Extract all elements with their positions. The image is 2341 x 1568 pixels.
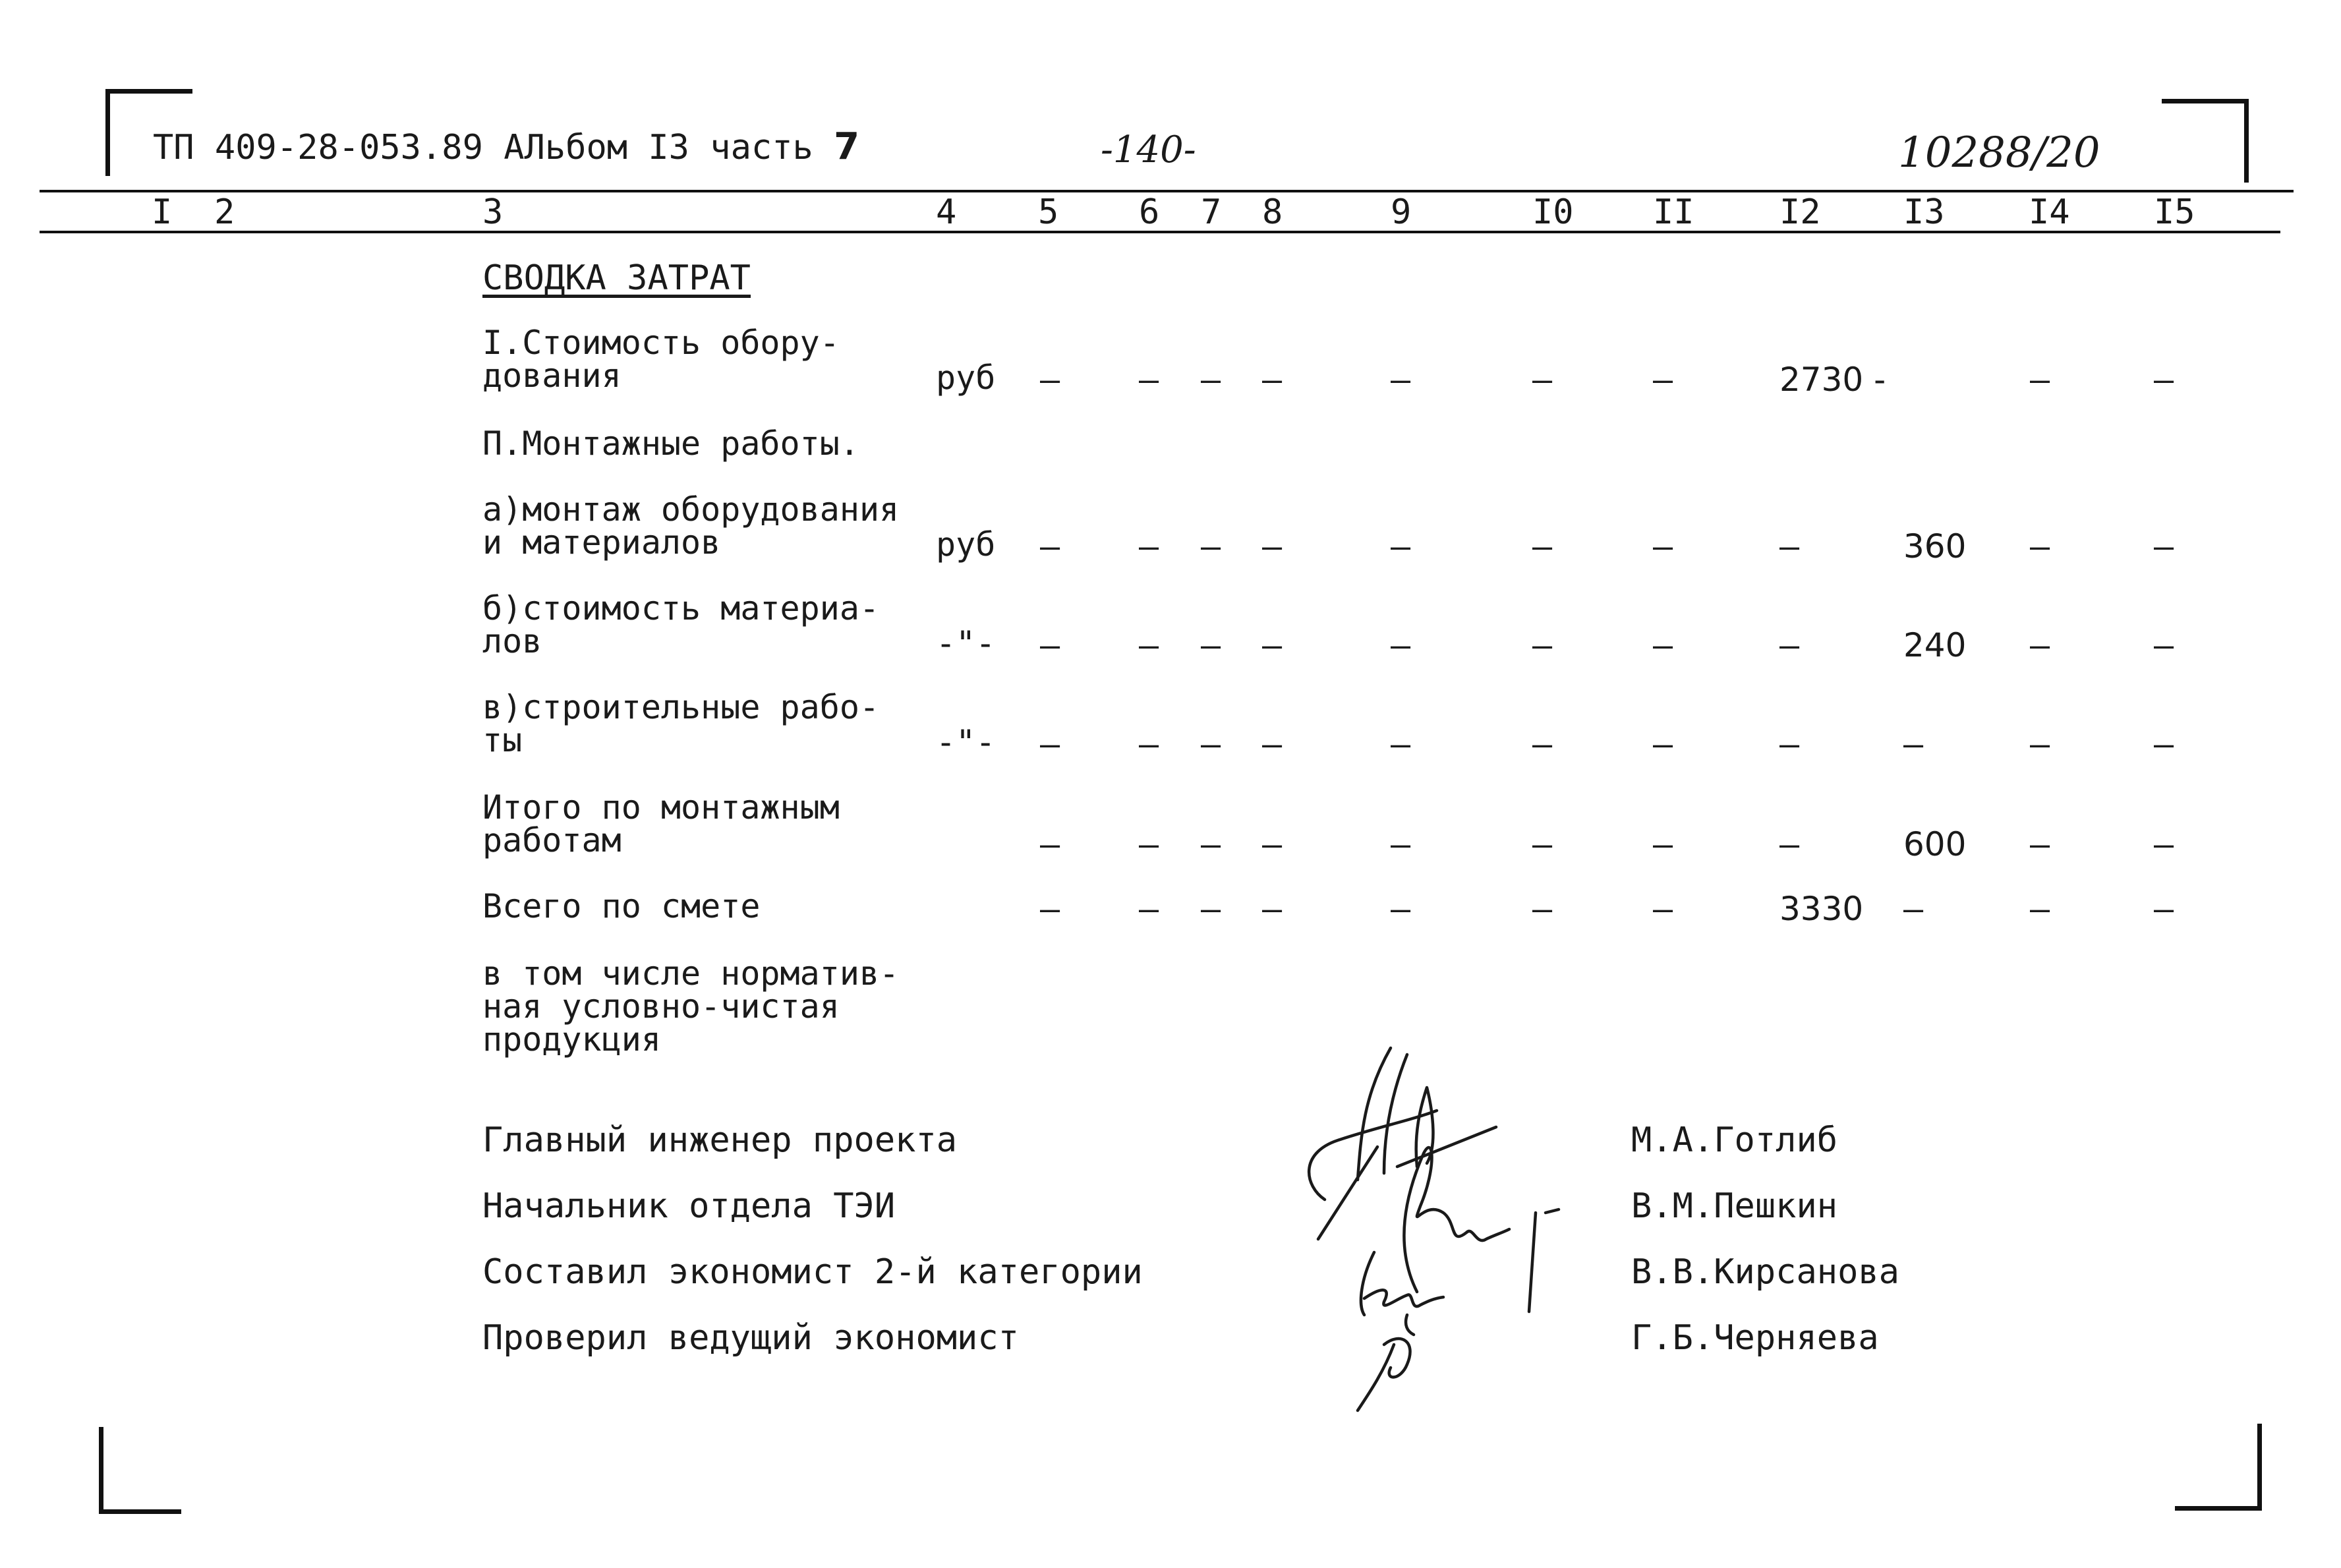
- column-number-10: I0: [1532, 192, 1574, 232]
- cell-c13: 600: [1903, 825, 1967, 863]
- part-number: 7: [834, 125, 860, 168]
- cell-c7: –: [1201, 361, 1221, 399]
- cell-c12: 3330: [1779, 890, 1864, 928]
- cell-c14: –: [2030, 626, 2050, 664]
- section-title: СВОДКА ЗАТРАТ: [482, 258, 751, 298]
- row-description: б)стоимость материа- лов: [482, 589, 880, 660]
- cell-c9: –: [1391, 626, 1411, 664]
- cell-c8: –: [1262, 890, 1283, 928]
- column-number-7: 7: [1201, 192, 1222, 232]
- column-number-11: II: [1653, 192, 1694, 232]
- column-number-15: I5: [2154, 192, 2195, 232]
- row-unit: -"-: [936, 723, 996, 761]
- cell-c15: –: [2154, 890, 2174, 928]
- cell-c7: –: [1201, 825, 1221, 863]
- cell-c10: –: [1532, 626, 1553, 664]
- column-number-2: 2: [214, 192, 235, 232]
- cell-c12: –: [1779, 825, 1800, 863]
- cell-c15: –: [2154, 527, 2174, 566]
- row-description: I.Стоимость обору- дования: [482, 324, 840, 395]
- signatory-name: В.М.Пешкин: [1631, 1186, 1838, 1226]
- signature-1: [1309, 1048, 1496, 1239]
- signature-4: [1358, 1339, 1410, 1410]
- cell-c14: –: [2030, 361, 2050, 399]
- cell-c10: –: [1532, 825, 1553, 863]
- cell-c6: –: [1139, 527, 1159, 566]
- cell-c11: –: [1653, 361, 1673, 399]
- cell-c15: –: [2154, 825, 2174, 863]
- cell-c14: –: [2030, 527, 2050, 566]
- cell-c7: –: [1201, 725, 1221, 763]
- cell-c15: –: [2154, 626, 2174, 664]
- signatory-name: Г.Б.Черняева: [1631, 1318, 1879, 1358]
- column-number-9: 9: [1391, 192, 1412, 232]
- cell-c8: –: [1262, 361, 1283, 399]
- column-number-5: 5: [1038, 192, 1059, 232]
- column-number-1: I: [152, 192, 173, 232]
- cell-c5: –: [1040, 890, 1060, 928]
- signatory-name: В.В.Кирсанова: [1631, 1252, 1899, 1292]
- cell-c10: –: [1532, 725, 1553, 763]
- column-header-top-rule: [40, 190, 2294, 192]
- row-description: а)монтаж оборудования и материалов: [482, 490, 900, 562]
- cell-c5: –: [1040, 626, 1060, 664]
- cell-c9: –: [1391, 725, 1411, 763]
- cell-c14: –: [2030, 725, 2050, 763]
- row-description: в)строительные рабо- ты: [482, 688, 880, 759]
- row-description: Итого по монтажным работам: [482, 788, 840, 859]
- page-number: -140-: [1101, 129, 1196, 171]
- corner-top-right: [2162, 99, 2249, 183]
- cell-c5: –: [1040, 725, 1060, 763]
- cell-c12: –: [1779, 626, 1800, 664]
- cell-c6: –: [1139, 825, 1159, 863]
- cell-c15: –: [2154, 725, 2174, 763]
- cell-c13: –: [1903, 725, 1924, 763]
- corner-bottom-left: [99, 1427, 181, 1514]
- corner-bottom-right: [2175, 1424, 2262, 1511]
- cell-c12: –: [1779, 527, 1800, 566]
- cell-c11: –: [1653, 626, 1673, 664]
- row-description: Всего по смете: [482, 887, 761, 925]
- handwritten-signatures: [1285, 1035, 1582, 1424]
- signature-3: [1361, 1252, 1443, 1335]
- cell-c8: –: [1262, 626, 1283, 664]
- cell-c9: –: [1391, 361, 1411, 399]
- column-number-4: 4: [936, 192, 957, 232]
- cell-c10: –: [1532, 361, 1553, 399]
- signatory-role: Начальник отдела ТЭИ: [482, 1186, 896, 1226]
- column-number-3: 3: [482, 192, 504, 232]
- cell-c11: –: [1653, 890, 1673, 928]
- signature-2: [1404, 1147, 1559, 1312]
- cell-c15: –: [2154, 361, 2174, 399]
- cell-c14: –: [2030, 825, 2050, 863]
- handwritten-reference: 10288/20: [1898, 129, 2100, 177]
- cell-c6: –: [1139, 626, 1159, 664]
- cell-c7: –: [1201, 890, 1221, 928]
- cell-c11: –: [1653, 825, 1673, 863]
- cell-c6: –: [1139, 725, 1159, 763]
- row-unit: руб: [936, 525, 996, 564]
- cell-c14: –: [2030, 890, 2050, 928]
- cell-c9: –: [1391, 890, 1411, 928]
- signatory-role: Проверил ведущий экономист: [482, 1318, 1019, 1358]
- cell-c5: –: [1040, 361, 1060, 399]
- cell-c13: –: [1903, 890, 1924, 928]
- cell-c10: –: [1532, 890, 1553, 928]
- column-number-13: I3: [1903, 192, 1945, 232]
- column-number-12: I2: [1779, 192, 1821, 232]
- column-number-14: I4: [2029, 192, 2070, 232]
- cell-c10: –: [1532, 527, 1553, 566]
- signatory-role: Главный инженер проекта: [482, 1120, 958, 1160]
- cell-c11: –: [1653, 527, 1673, 566]
- doc-code: [153, 125, 859, 168]
- cell-c12: 2730 -: [1779, 361, 1886, 399]
- cell-c9: –: [1391, 825, 1411, 863]
- doc-code-text: ТП 409-28-053.89 АЛьбом I3 часть: [153, 128, 813, 167]
- cell-c8: –: [1262, 825, 1283, 863]
- cell-c5: –: [1040, 825, 1060, 863]
- cell-c11: –: [1653, 725, 1673, 763]
- row-unit: -"-: [936, 624, 996, 662]
- cell-c13: 360: [1903, 527, 1967, 566]
- column-number-6: 6: [1139, 192, 1160, 232]
- cell-c8: –: [1262, 527, 1283, 566]
- row-description: П.Монтажные работы.: [482, 424, 859, 463]
- cell-c7: –: [1201, 626, 1221, 664]
- column-number-8: 8: [1262, 192, 1283, 232]
- cell-c9: –: [1391, 527, 1411, 566]
- row-unit: руб: [936, 359, 996, 397]
- row-description: в том числе норматив- ная условно-чистая продукция: [482, 954, 900, 1059]
- cell-c13: 240: [1903, 626, 1967, 664]
- signatory-role: Составил экономист 2-й категории: [482, 1252, 1143, 1292]
- cell-c6: –: [1139, 361, 1159, 399]
- cell-c6: –: [1139, 890, 1159, 928]
- cell-c5: –: [1040, 527, 1060, 566]
- cell-c7: –: [1201, 527, 1221, 566]
- cell-c8: –: [1262, 725, 1283, 763]
- signatory-name: М.А.Готлиб: [1631, 1120, 1838, 1160]
- cell-c12: –: [1779, 725, 1800, 763]
